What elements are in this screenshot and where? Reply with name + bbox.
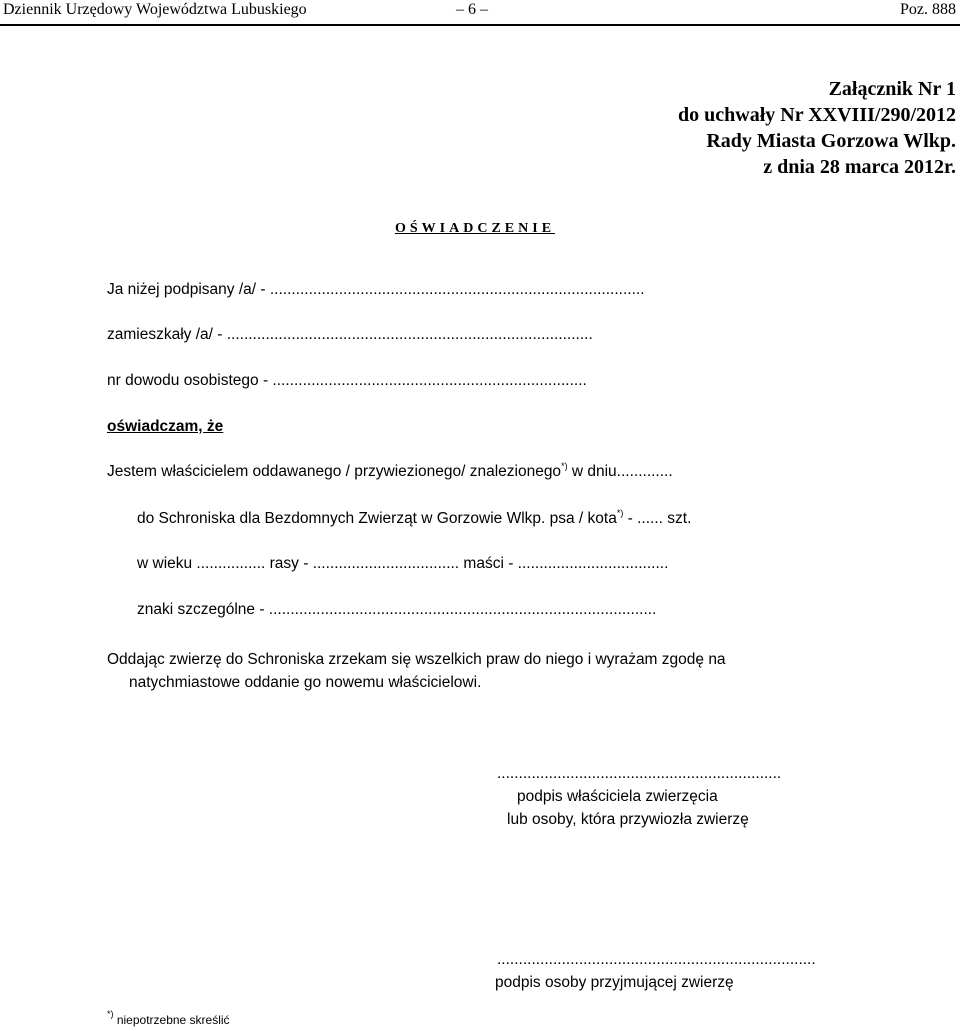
council-name: Rady Miasta Gorzowa Wlkp. — [706, 130, 956, 152]
footnote — [107, 1009, 230, 1027]
name-line: Ja niżej podpisany /a/ - ....................................................................................... — [107, 281, 645, 298]
shelter-count: - ...... szt. — [623, 510, 692, 527]
annex-heading — [678, 76, 956, 180]
waiver-line-1: Oddając zwierzę do Schroniska zrzekam się wszelkich praw do niego i wyrażam zgodę na — [107, 651, 726, 668]
form-title: OŚWIADCZENIE — [395, 221, 556, 236]
age-breed-color-line: w wieku ................ rasy - .................................. maści - ................................... — [137, 555, 669, 572]
waiver-paragraph — [107, 648, 726, 694]
footnote-mark: *) — [107, 1009, 114, 1019]
footnote-text: niepotrzebne skreślić — [113, 1013, 230, 1027]
address-line: zamieszkały /a/ - ..................................................................................... — [107, 326, 593, 343]
shelter-footnote-mark: *) — [616, 508, 624, 518]
journal-title: Dziennik Urzędowy Województwa Lubuskiego — [3, 1, 307, 18]
owner-date: w dniu............. — [567, 463, 673, 480]
shelter-line — [137, 510, 691, 528]
owner-signature-label: podpis właściciela zwierzęcia — [517, 788, 718, 805]
owner-text: Jestem właścicielem oddawanego / przywiezionego/ znalezionego — [107, 463, 562, 480]
owner-signature-label-2: lub osoby, która przywiozła zwierzę — [507, 811, 749, 828]
page-header — [0, 0, 960, 26]
waiver-line-2: natychmiastowe oddanie go nowemu właścicielowi. — [129, 674, 482, 691]
owner-line — [107, 463, 673, 481]
resolution-number: do uchwały Nr XXVIII/290/2012 — [678, 104, 956, 126]
receiver-signature-dots: .......................................................................... — [497, 951, 816, 968]
declare-heading: oświadczam, że — [107, 418, 224, 435]
page-number: – 6 – — [456, 1, 488, 18]
position-number: Poz. 888 — [900, 1, 956, 18]
owner-signature-dots: .................................................................. — [497, 765, 782, 782]
shelter-text: do Schroniska dla Bezdomnych Zwierząt w Gorzowie Wlkp. psa / kota — [137, 510, 617, 527]
resolution-date: z dnia 28 marca 2012r. — [763, 156, 956, 178]
annex-number: Załącznik Nr 1 — [828, 78, 956, 100]
receiver-signature-label: podpis osoby przyjmującej zwierzę — [495, 974, 734, 991]
id-line: nr dowodu osobistego - ......................................................................... — [107, 372, 587, 389]
owner-footnote-mark: *) — [561, 461, 568, 471]
special-marks-line: znaki szczególne - .......................................................................................... — [137, 601, 657, 618]
